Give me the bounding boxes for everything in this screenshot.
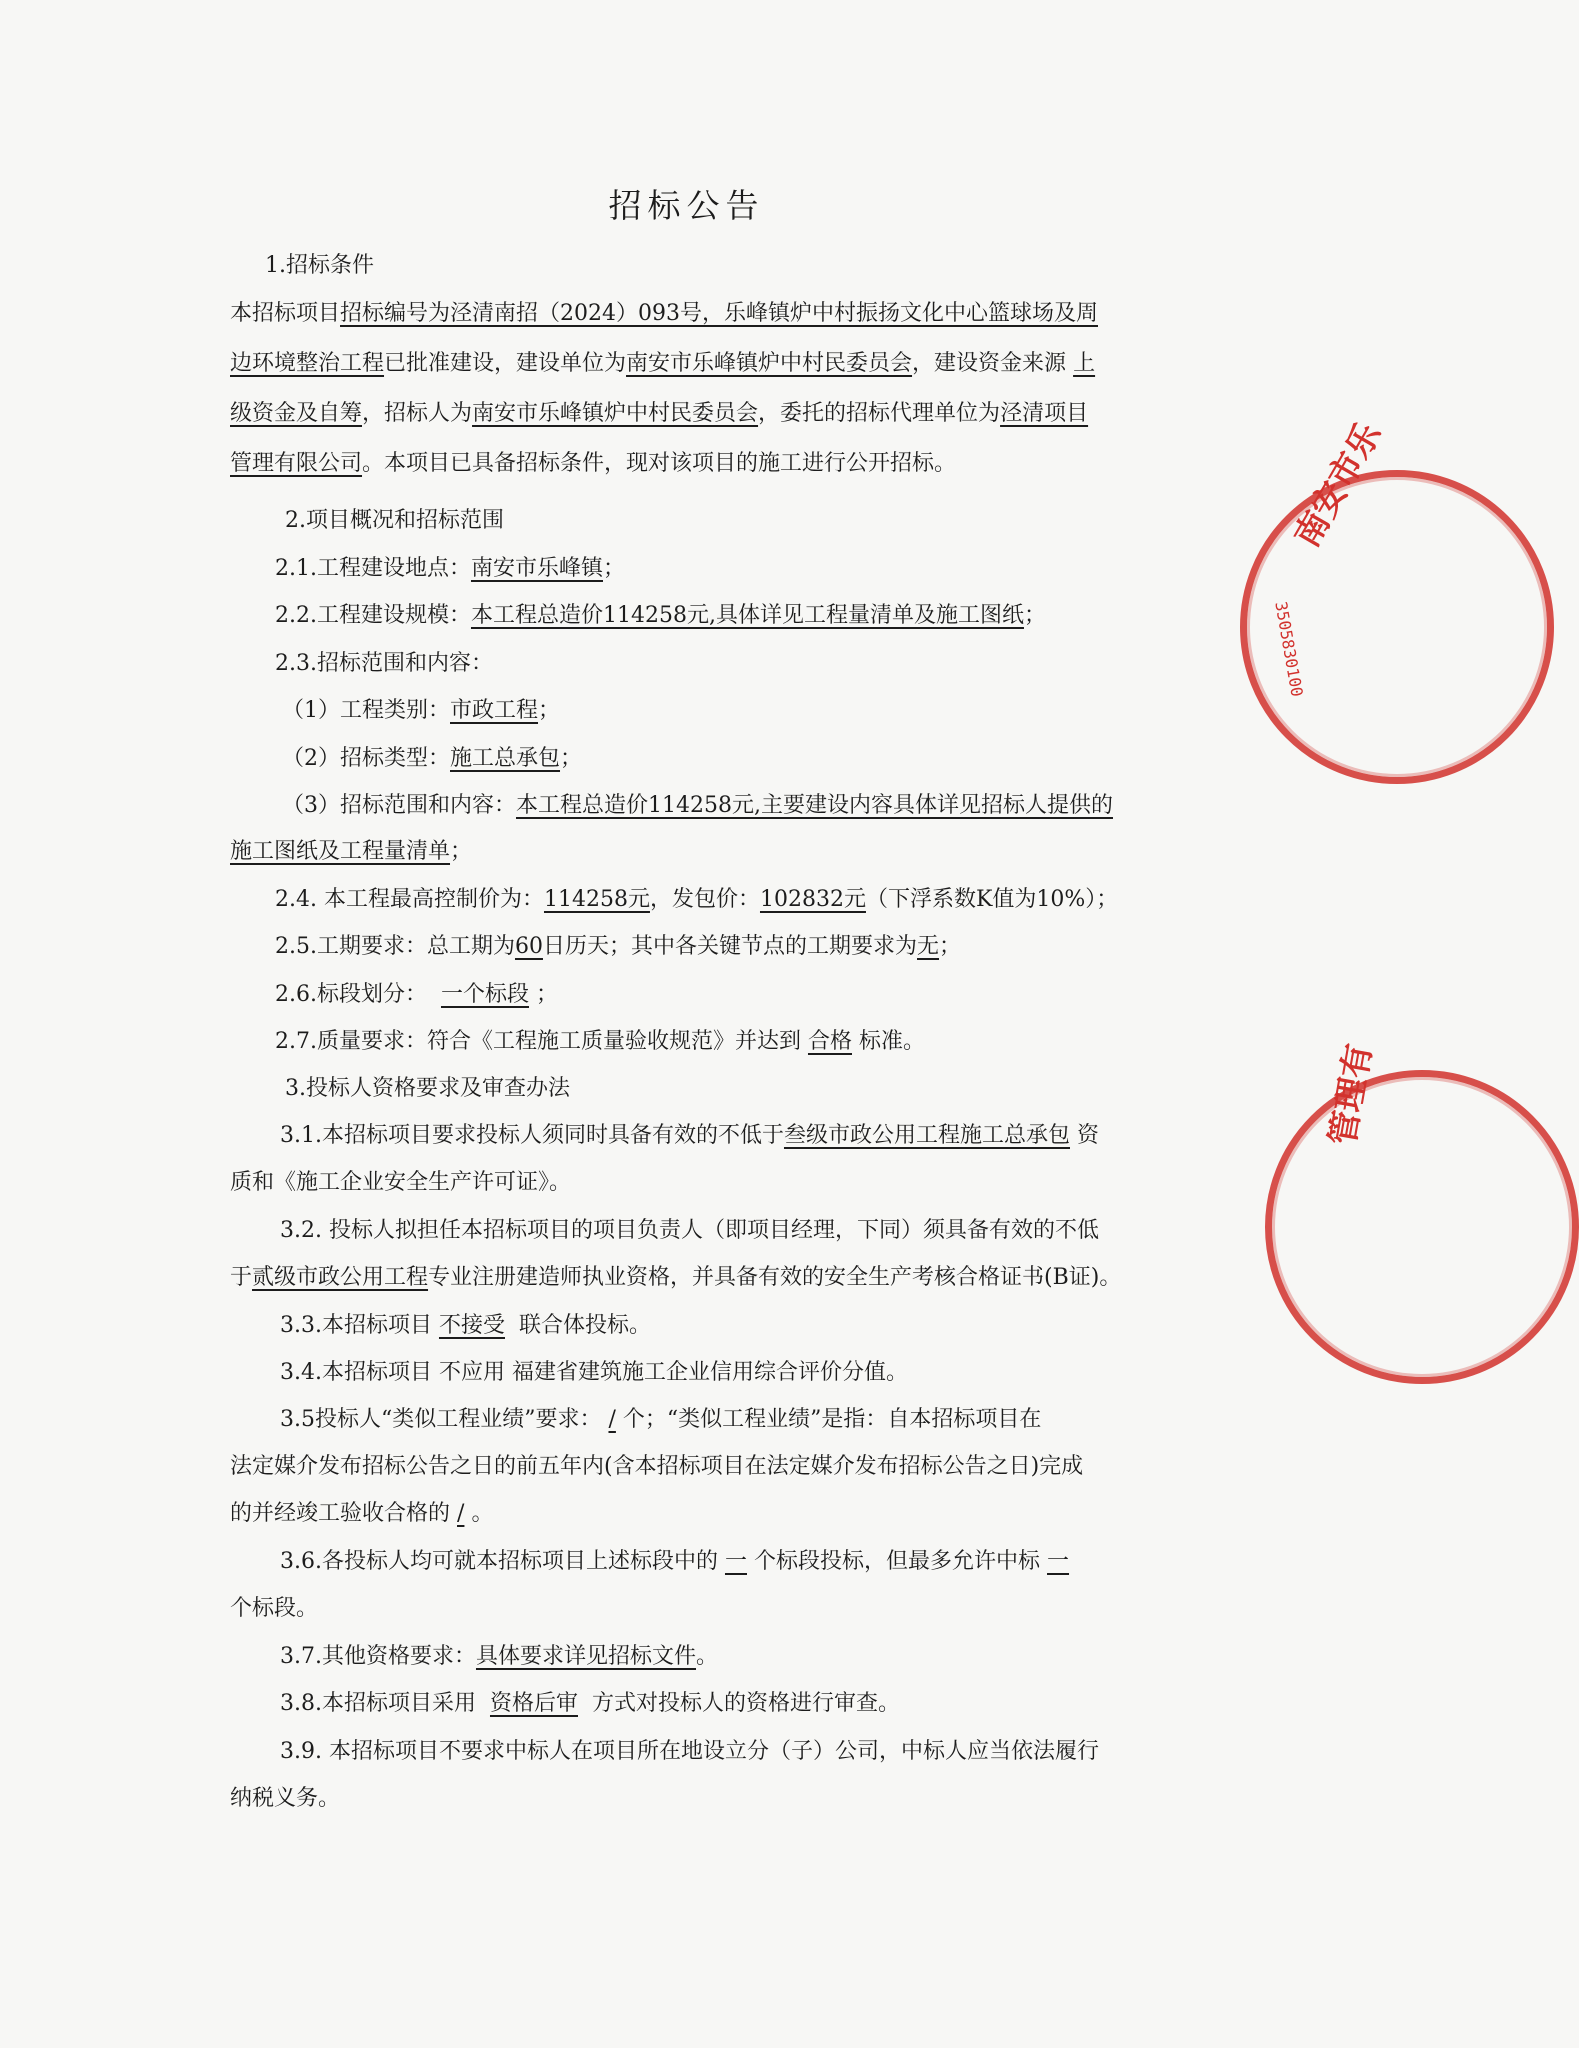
paragraph-line	[230, 398, 1088, 430]
item-3-3	[280, 1310, 651, 1342]
text: 。	[471, 1501, 494, 1526]
item-2-3: 2.3.招标范围和内容：	[275, 651, 493, 676]
section-heading: 3.投标人资格要求及审查办法	[285, 1076, 570, 1101]
underlined-field: 边环境整治工程	[230, 351, 385, 376]
text: （1）工程类别：	[282, 698, 450, 723]
item-3-1-cont: 质和《施工企业安全生产许可证》。	[230, 1170, 572, 1195]
text: 个；“类似工程业绩”是指：自本招标项目在	[622, 1407, 1042, 1432]
text: 3.7.其他资格要求：	[280, 1644, 476, 1669]
item-3-2: 3.2. 投标人拟担任本招标项目的项目负责人（即项目经理，下同）须具备有效的不低	[280, 1218, 1099, 1243]
underlined-field: 南安市乐峰镇炉中村民委员会	[472, 401, 759, 426]
item-3-5-cont: 法定媒介发布招标公告之日的前五年内(含本招标项目在法定媒介发布招标公告之日)完成	[230, 1454, 1084, 1479]
text: （3）招标范围和内容：	[282, 793, 516, 818]
underlined-field: 无	[917, 934, 940, 959]
text: 本招标项目	[230, 301, 341, 326]
text: 2.1.工程建设地点：	[275, 556, 471, 581]
underlined-field: 合格	[807, 1029, 852, 1054]
text: ，发包价：	[649, 887, 760, 912]
item-3-5	[280, 1404, 1041, 1436]
item-2-3-3	[282, 790, 1113, 822]
text: 3.6.各投标人均可就本招标项目上述标段中的	[280, 1549, 718, 1574]
text: 标准。	[859, 1029, 926, 1054]
text: 已批准建设，建设单位为	[384, 351, 627, 376]
underlined-field: 102832元	[759, 887, 866, 912]
underlined-field: 施工图纸及工程量清单	[230, 839, 451, 864]
paragraph-line	[230, 448, 956, 480]
text: 2.7.质量要求：符合《工程施工质量验收规范》并达到	[275, 1029, 801, 1054]
underlined-field: 本工程总造价114258元,主要建设内容具体详见招标人提供的	[516, 793, 1113, 818]
text: ，建设资金来源	[912, 351, 1067, 376]
item-3-6-cont: 个标段。	[230, 1596, 319, 1621]
underlined-field: 60	[514, 934, 543, 959]
text: ；	[560, 746, 583, 771]
text: （下浮系数K值为10%）；	[865, 887, 1119, 912]
underlined-field: 市政工程	[450, 698, 539, 723]
text: ；	[538, 698, 561, 723]
seal-code: 3505830100	[1271, 600, 1307, 699]
underlined-field: 叁级市政公用工程施工总承包	[783, 1123, 1070, 1148]
underlined-field: 级资金及自筹	[230, 401, 363, 426]
underlined-field: 不接受	[438, 1313, 505, 1338]
seal-text: 南安市乐	[1286, 416, 1390, 554]
text: 2.5.工期要求：总工期为	[275, 934, 515, 959]
item-2-5	[275, 931, 961, 963]
text: 2.2.工程建设规模：	[275, 603, 471, 628]
item-3-9: 3.9. 本招标项目不要求中标人在项目所在地设立分（子）公司，中标人应当依法履行	[280, 1739, 1099, 1764]
text: 3.5投标人“类似工程业绩”要求：	[280, 1407, 602, 1432]
section-heading: 1.招标条件	[265, 253, 374, 278]
text: 3.3.本招标项目	[280, 1313, 432, 1338]
text: ，委托的招标代理单位为	[758, 401, 1001, 426]
underlined-field: 114258元	[543, 887, 650, 912]
document-title: 招标公告	[608, 186, 765, 225]
text: 2.6.标段划分：	[275, 982, 427, 1007]
underlined-field: 一	[1047, 1549, 1070, 1574]
item-3-2-cont	[230, 1262, 1121, 1294]
text: 。本项目已具备招标条件，现对该项目的施工进行公开招标。	[362, 451, 957, 476]
text: ；	[1023, 603, 1046, 628]
text: 2.4. 本工程最高控制价为：	[275, 887, 544, 912]
item-2-4	[275, 884, 1118, 916]
text: ，招标人为	[362, 401, 473, 426]
underlined-field: 南安市乐峰镇炉中村民委员会	[626, 351, 913, 376]
underlined-field: /	[457, 1501, 465, 1526]
underlined-field: 施工总承包	[450, 746, 561, 771]
item-2-2	[275, 600, 1046, 632]
underlined-field: 招标编号为泾清南招（2024）093号，乐峰镇炉中村振扬文化中心篮球场及周	[340, 301, 1098, 326]
item-3-1	[280, 1120, 1099, 1152]
underlined-field: 一	[724, 1549, 747, 1574]
underlined-field: 本工程总造价114258元,具体详见工程量清单及施工图纸	[470, 603, 1024, 628]
underlined-field: 上	[1073, 351, 1096, 376]
text: ；	[603, 556, 626, 581]
item-2-3-3-cont	[230, 836, 472, 868]
text: 3.8.本招标项目采用	[280, 1691, 476, 1716]
text: ；	[450, 839, 473, 864]
text: 联合体投标。	[519, 1313, 652, 1338]
underlined-field: /	[608, 1407, 616, 1432]
text: ；	[939, 934, 962, 959]
text: 于	[230, 1265, 253, 1290]
item-3-8	[280, 1688, 900, 1720]
underlined-field: 一个标段	[440, 982, 529, 1007]
text: 的并经竣工验收合格的	[230, 1501, 451, 1526]
paragraph-line	[230, 298, 1098, 330]
text: 资	[1077, 1123, 1100, 1148]
section-heading: 2.项目概况和招标范围	[285, 508, 504, 533]
text: 3.1.本招标项目要求投标人须同时具备有效的不低于	[280, 1123, 784, 1148]
item-2-3-2	[282, 743, 582, 775]
item-2-1	[275, 553, 625, 585]
item-2-6	[275, 979, 558, 1011]
item-3-7	[280, 1641, 718, 1673]
underlined-field: 南安市乐峰镇	[470, 556, 603, 581]
underlined-field: 贰级市政公用工程	[252, 1265, 429, 1290]
item-2-3-1	[282, 695, 560, 727]
seal-text: 管理有	[1322, 1040, 1380, 1149]
text: 个标段投标，但最多允许中标	[754, 1549, 1041, 1574]
item-3-4: 3.4.本招标项目 不应用 福建省建筑施工企业信用综合评价分值。	[280, 1360, 908, 1385]
item-3-6	[280, 1546, 1069, 1578]
item-3-5-cont2	[230, 1498, 493, 1530]
text: 方式对投标人的资格进行审查。	[592, 1691, 901, 1716]
underlined-field: 具体要求详见招标文件	[475, 1644, 696, 1669]
text: （2）招标类型：	[282, 746, 450, 771]
underlined-field: 管理有限公司	[230, 451, 363, 476]
item-3-9-cont: 纳税义务。	[230, 1786, 341, 1811]
text: 。	[696, 1644, 719, 1669]
item-2-7	[275, 1026, 925, 1058]
paragraph-line	[230, 348, 1095, 380]
text: ；	[536, 982, 559, 1007]
text: 专业注册建造师执业资格，并具备有效的安全生产考核合格证书(B证)。	[428, 1265, 1122, 1290]
underlined-field: 泾清项目	[1000, 401, 1089, 426]
underlined-field: 资格后审	[489, 1691, 578, 1716]
text: 日历天；其中各关键节点的工期要求为	[542, 934, 917, 959]
agency-seal-stamp	[1265, 1070, 1579, 1384]
